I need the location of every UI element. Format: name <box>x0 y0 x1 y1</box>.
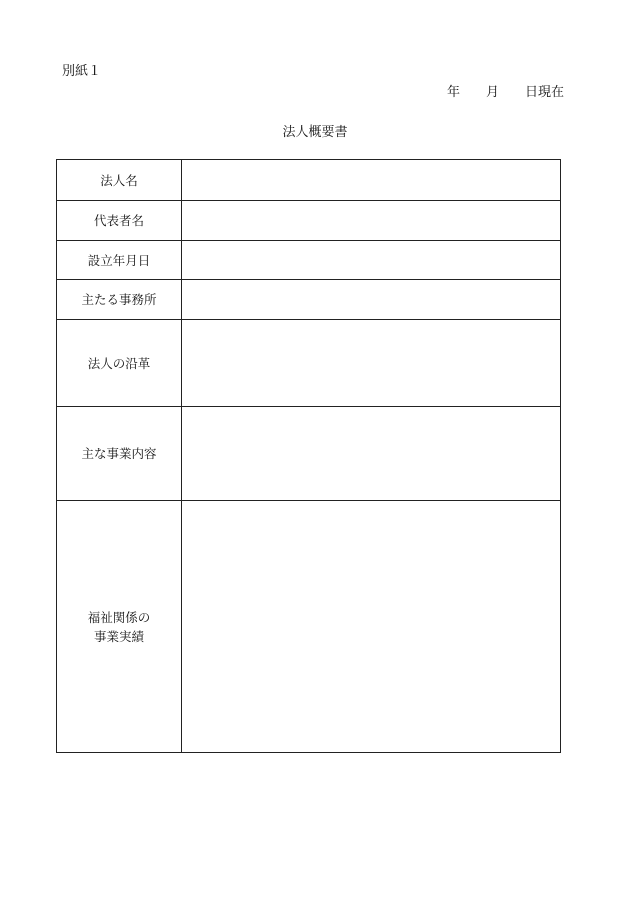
as-of-date: 年 月 日現在 <box>446 85 564 100</box>
label-text: 代表者名 <box>93 213 144 228</box>
table-row <box>57 160 561 201</box>
table-row <box>57 320 561 407</box>
main-business-field[interactable] <box>182 407 561 501</box>
label-text: 法人名 <box>100 172 138 188</box>
established-date-field[interactable] <box>182 241 561 280</box>
main-business-label <box>57 407 182 501</box>
table-row <box>57 407 561 501</box>
corporation-name-label <box>57 160 182 201</box>
label-text: 主な事業内容 <box>81 446 157 461</box>
welfare-track-record-field[interactable] <box>182 501 561 753</box>
corporate-history-label <box>57 320 182 407</box>
representative-name-field[interactable] <box>182 201 561 241</box>
main-office-field[interactable] <box>182 280 561 320</box>
corporate-history-field[interactable] <box>182 320 561 407</box>
label-text-line-2: 事業実績 <box>93 628 144 644</box>
label-text: 主たる事務所 <box>81 292 157 307</box>
document-title: 法人概要書 <box>282 125 348 140</box>
corporate-overview-table <box>56 159 561 753</box>
welfare-track-record-label <box>57 501 182 753</box>
table-row <box>57 241 561 280</box>
table-row <box>57 201 561 241</box>
representative-name-label <box>57 201 182 241</box>
label-text: 法人の沿革 <box>87 355 151 371</box>
table-row <box>57 501 561 753</box>
main-office-label <box>57 280 182 320</box>
table-row <box>57 280 561 320</box>
established-date-label <box>57 241 182 280</box>
attachment-label: 別紙１ <box>62 64 102 79</box>
label-text: 設立年月日 <box>87 252 151 268</box>
label-text-line-1: 福祉関係の <box>87 609 151 625</box>
corporation-name-field[interactable] <box>182 160 561 201</box>
